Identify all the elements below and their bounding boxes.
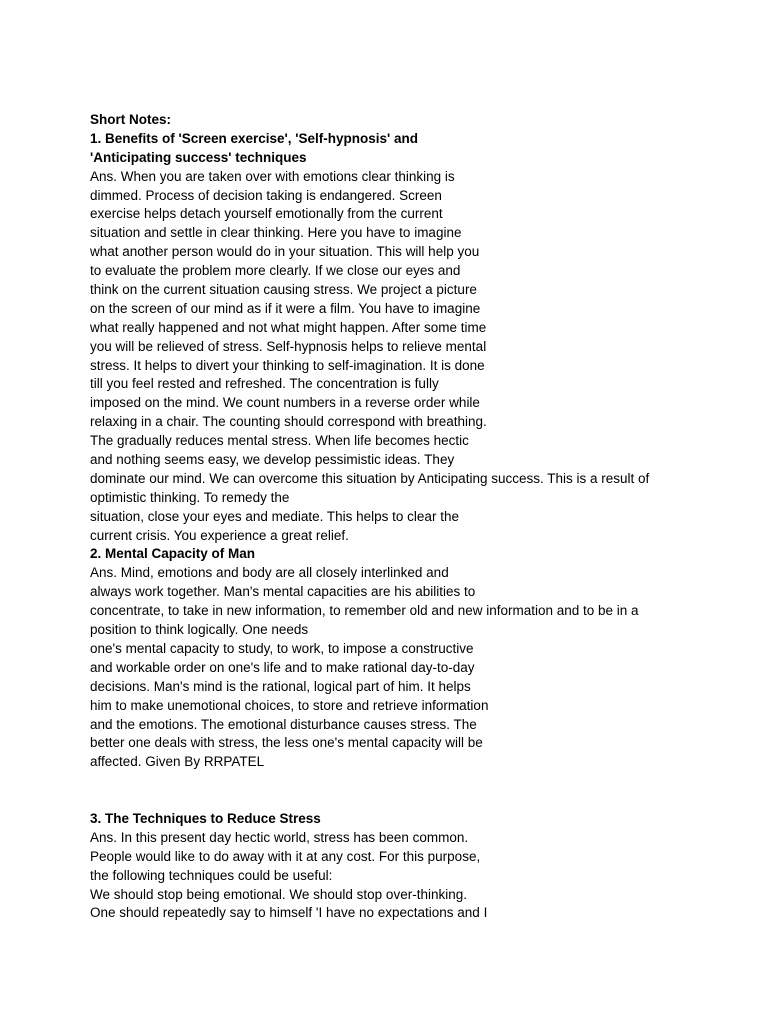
section-1-title-line-1: 1. Benefits of 'Screen exercise', 'Self-hypnosis' and — [90, 130, 418, 146]
section-1-title-line-2: 'Anticipating success' techniques — [90, 149, 307, 165]
section-3-body-line: the following techniques could be useful: — [90, 867, 333, 883]
section-2-body-line: Ans. Mind, emotions and body are all closely interlinked and — [90, 565, 449, 581]
section-2-body-line: one's mental capacity to study, to work, to impose a constructive — [90, 640, 474, 656]
section-2-title: 2. Mental Capacity of Man — [90, 546, 256, 562]
section-1-body-line: optimistic thinking. To remedy the — [90, 489, 290, 505]
section-1-body-line: to evaluate the problem more clearly. If we close our eyes and — [90, 263, 461, 279]
section-1-body-line: imposed on the mind. We count numbers in a reverse order while — [90, 395, 480, 411]
section-2-body-line: and workable order on one's life and to make rational day-to-day — [90, 659, 475, 675]
section-1-body-line: current crisis. You experience a great relief. — [90, 527, 349, 543]
section-1-body-line: stress. It helps to divert your thinking to self-imagination. It is done — [90, 357, 485, 373]
document-heading: Short Notes: — [90, 112, 171, 127]
section-2-body-line: affected. Given By RRPATEL — [90, 754, 265, 770]
section-3-body-line: We should stop being emotional. We should stop over-thinking. — [90, 886, 467, 902]
section-1-body-line: till you feel rested and refreshed. The concentration is fully — [90, 376, 439, 392]
section-3-body-line: One should repeatedly say to himself 'I have no expectations and I — [90, 905, 488, 921]
section-1-body-line: what another person would do in your situation. This will help you — [90, 244, 480, 260]
document-text — [90, 111, 730, 923]
section-2-body-line: him to make unemotional choices, to store and retrieve information — [90, 697, 489, 713]
section-1-body-line: dominate our mind. We can overcome this situation by Anticipating success. This is a result of — [90, 470, 650, 486]
section-2-body-line: always work together. Man's mental capacities are his abilities to — [90, 584, 476, 600]
section-1-body-line: on the screen of our mind as if it were a film. You have to imagine — [90, 300, 481, 316]
spacer — [90, 791, 730, 810]
spacer — [90, 772, 730, 791]
section-2-body-line: decisions. Man's mind is the rational, logical part of him. It helps — [90, 678, 471, 694]
section-2-body-line: concentrate, to take in new information, to remember old and new information and to be in a — [90, 603, 639, 619]
section-1-body-line: situation and settle in clear thinking. Here you have to imagine — [90, 225, 462, 241]
section-1-body-line: you will be relieved of stress. Self-hypnosis helps to relieve mental — [90, 338, 487, 354]
section-3-title: 3. The Techniques to Reduce Stress — [90, 810, 321, 826]
section-1-body-line: what really happened and not what might happen. After some time — [90, 319, 487, 335]
section-2-body-line: position to think logically. One needs — [90, 622, 309, 638]
section-1-body-line: dimmed. Process of decision taking is endangered. Screen — [90, 187, 442, 203]
section-3-body-line: People would like to do away with it at any cost. For this purpose, — [90, 848, 481, 864]
section-1-body-line: Ans. When you are taken over with emotions clear thinking is — [90, 168, 455, 184]
section-2-body-line: better one deals with stress, the less one's mental capacity will be — [90, 735, 483, 751]
section-1-body-line: The gradually reduces mental stress. When life becomes hectic — [90, 433, 469, 449]
section-1-body-line: and nothing seems easy, we develop pessimistic ideas. They — [90, 452, 455, 468]
section-1-body-line: relaxing in a chair. The counting should correspond with breathing. — [90, 414, 487, 430]
section-2-body-line: and the emotions. The emotional disturbance causes stress. The — [90, 716, 477, 732]
section-1-body-line: situation, close your eyes and mediate. This helps to clear the — [90, 508, 459, 524]
section-3-body-line: Ans. In this present day hectic world, stress has been common. — [90, 829, 469, 845]
section-1-body-line: exercise helps detach yourself emotionally from the current — [90, 206, 443, 222]
section-1-body-line: think on the current situation causing stress. We project a picture — [90, 282, 477, 298]
